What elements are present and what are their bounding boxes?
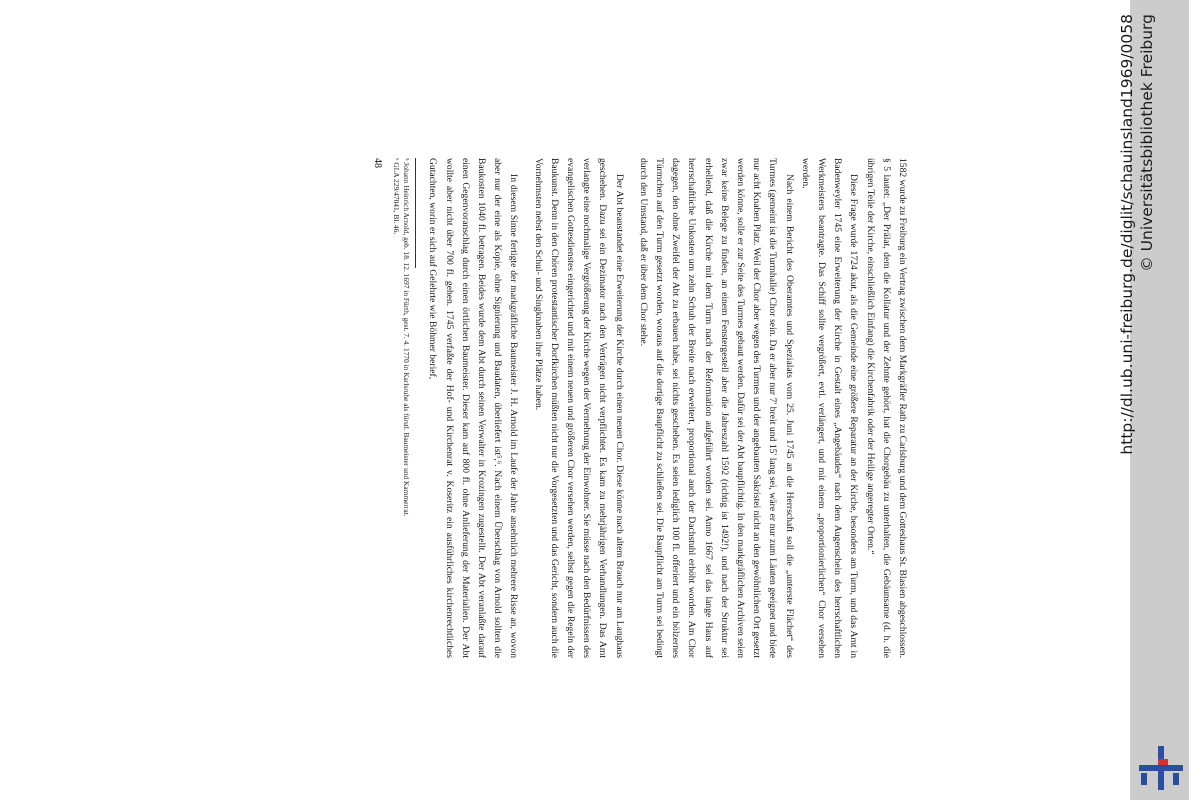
footnote-5: ⁵ Johann Heinrich Arnold, geb. 18. 12. 1697 in Fürth, gest. 7. 4. 1770 in Karlsruhe als fürstl. Baumeister und Kammerrat. xyxy=(402,158,412,517)
paragraph-2: Diese Frage wurde 1724 akut, als die Gemeinde eine größere Reparatur an der Kirche, besonders am Turm, und das Amt in Badenweyler 1745 eine Erweiterung der Kirche in Gestalt eines „Angebäudes“ nach dem Augenschein des herrschaftlichen Werkmeisters beantragte. Das Schiff sollte vergrößert, evtl. verlängert, und mit einem „proportionierlichen“ Chor versehen werden. xyxy=(799,158,860,658)
logo-blue-right xyxy=(1173,773,1179,785)
library-logo-icon xyxy=(1139,746,1183,790)
rotated-text-block xyxy=(210,158,910,658)
copyright-text: © Universitätsbibliothek Freiburg xyxy=(1138,14,1156,272)
footnote-6: ⁶ GLA 229/47041, Bl. 46. xyxy=(392,158,402,235)
sidebar-text-wrapper xyxy=(1114,14,1160,754)
sidebar-text xyxy=(1114,14,1160,754)
page-number: 48 xyxy=(372,158,384,168)
logo-red-block xyxy=(1158,759,1168,765)
paragraph-3: Nach einem Bericht des Oberamtes und Spezialats vom 25. Juni 1745 an die Herrschaft soll die „unterste Flächet“ des Turmes (gemeint ist die Turmhalle) Chor sein. Da er aber nur 7' breit und 15' lang sei, wäre er nur zum Läuten geeignet und biete nur acht Knaben Platz. Weil der Chor aber wegen des Turmes und der angebauten Sakristei nicht an den gewöhnlichen Ort gesetzt werden könne, solle er zur Seite des Turmes gebaut werden. Dafür sei der Abt baupflichtig. In den markgräflichen Archiven seien zwar keine Belege zu finden, an einem Fenstergestell aber die Jahreszahl 1592 (richtig ist 1492!), und nach der Struktur sei erhellend, daß die Kirche mit dem Turm nach der Reformation aufgeführt worden sei. Anno 1667 sei das lange Haus auf herrschaftliche Unkosten um zehn Schuh der Breite nach erweitert, proportional auch der Dachstuhl erhöht worden. Am Chor dagegen, den ohne Zweifel der Abt zu erbauen habe, sei nichts geschehen. Es seien lediglich 100 fl. offeriert und ein hölzernes Türmchen auf den Turm gesetzt worden, woraus auf die dortige Baupflicht zu schließen sei. Die Baupflicht am Turm sei bedingt durch den Umstand, daß er über dem Chor stehe. xyxy=(637,158,795,658)
right-sidebar xyxy=(1118,0,1189,800)
source-url[interactable]: http://dl.ub.uni-freiburg.de/diglit/schauinsland1969/0058 xyxy=(1118,14,1136,455)
paragraph-4: Der Abt beanstandet eine Erweiterung der Kirche durch einen neuen Chor. Diese könne nach altem Brauch nur am Langhaus geschehen. Dazu sei ein Dezimator nach den Verträgen nicht verpflichtet. Es kam zu mehrjährigen Verhandlungen. Das Amt verlangte eine nochmalige Vergrößerung der Kirche wegen der Vermehrung der Einwohner. Sie müsse nach den Bedürfnissen des evangelischen Gottesdienstes eingerichtet und mit einem neuen und größeren Chor versehen werden, selbst gegen die Regeln der Baukunst. Denn in den Chören protestantischer Dorfkirchen müßten nicht nur die Vorgesetzten und das Gericht, sondern auch die Vornehmsten nebst den Schul- und Singknaben ihre Plätze haben. xyxy=(532,158,625,658)
logo-blue-horizontal xyxy=(1139,765,1183,771)
paragraph-1: 1582 wurde zu Freiburg ein Vertrag zwischen dem Markgräfler Rath zu Carlsburg und dem Gotteshaus St. Blasien abgeschlossen. § 5 lautet: „Der Prälat, dem die Kollatur und der Zehnte gehört, hat die Chorgebäu zu unterhalten, die Gebäunsame (d. h. die übrigen Teile der Kirche, einschließlich Einfang) die Kirchenfabrik oder der Heilige angeregter Orten.“ xyxy=(864,158,908,658)
footnote-rule xyxy=(415,158,416,268)
paragraph-5: In diesem Sinne fertigte der markgräfliche Baumeister J. H. Arnold im Laufe der Jahre ansehnlich mehrere Risse an, wovon aber nur der eine als Kopie, ohne Signierung und Baudaten, überliefert ist⁵,⁶. Nach einem Überschlag von Arnold sollten die Baukosten 1040 fl. betragen. Beides wurde dem Abt durch seinen Verwalter in Krozingen zugestellt. Der Abt veranlaßte darauf einen Gegenvoranschlag durch einen örtlichen Baumeister. Dieser kam auf 800 fl. ohne Anlieferung der Materialien. Der Abt wollte aber nicht über 700 fl. gehen. 1745 verfaßte der Hof- und Kirchenrat v. Koseritz ein ausführliches kirchenrechtliches Gutachten, worin er sich auf Gelehrte wie Böhmer berief, xyxy=(427,158,520,658)
logo-blue-left xyxy=(1141,773,1147,785)
